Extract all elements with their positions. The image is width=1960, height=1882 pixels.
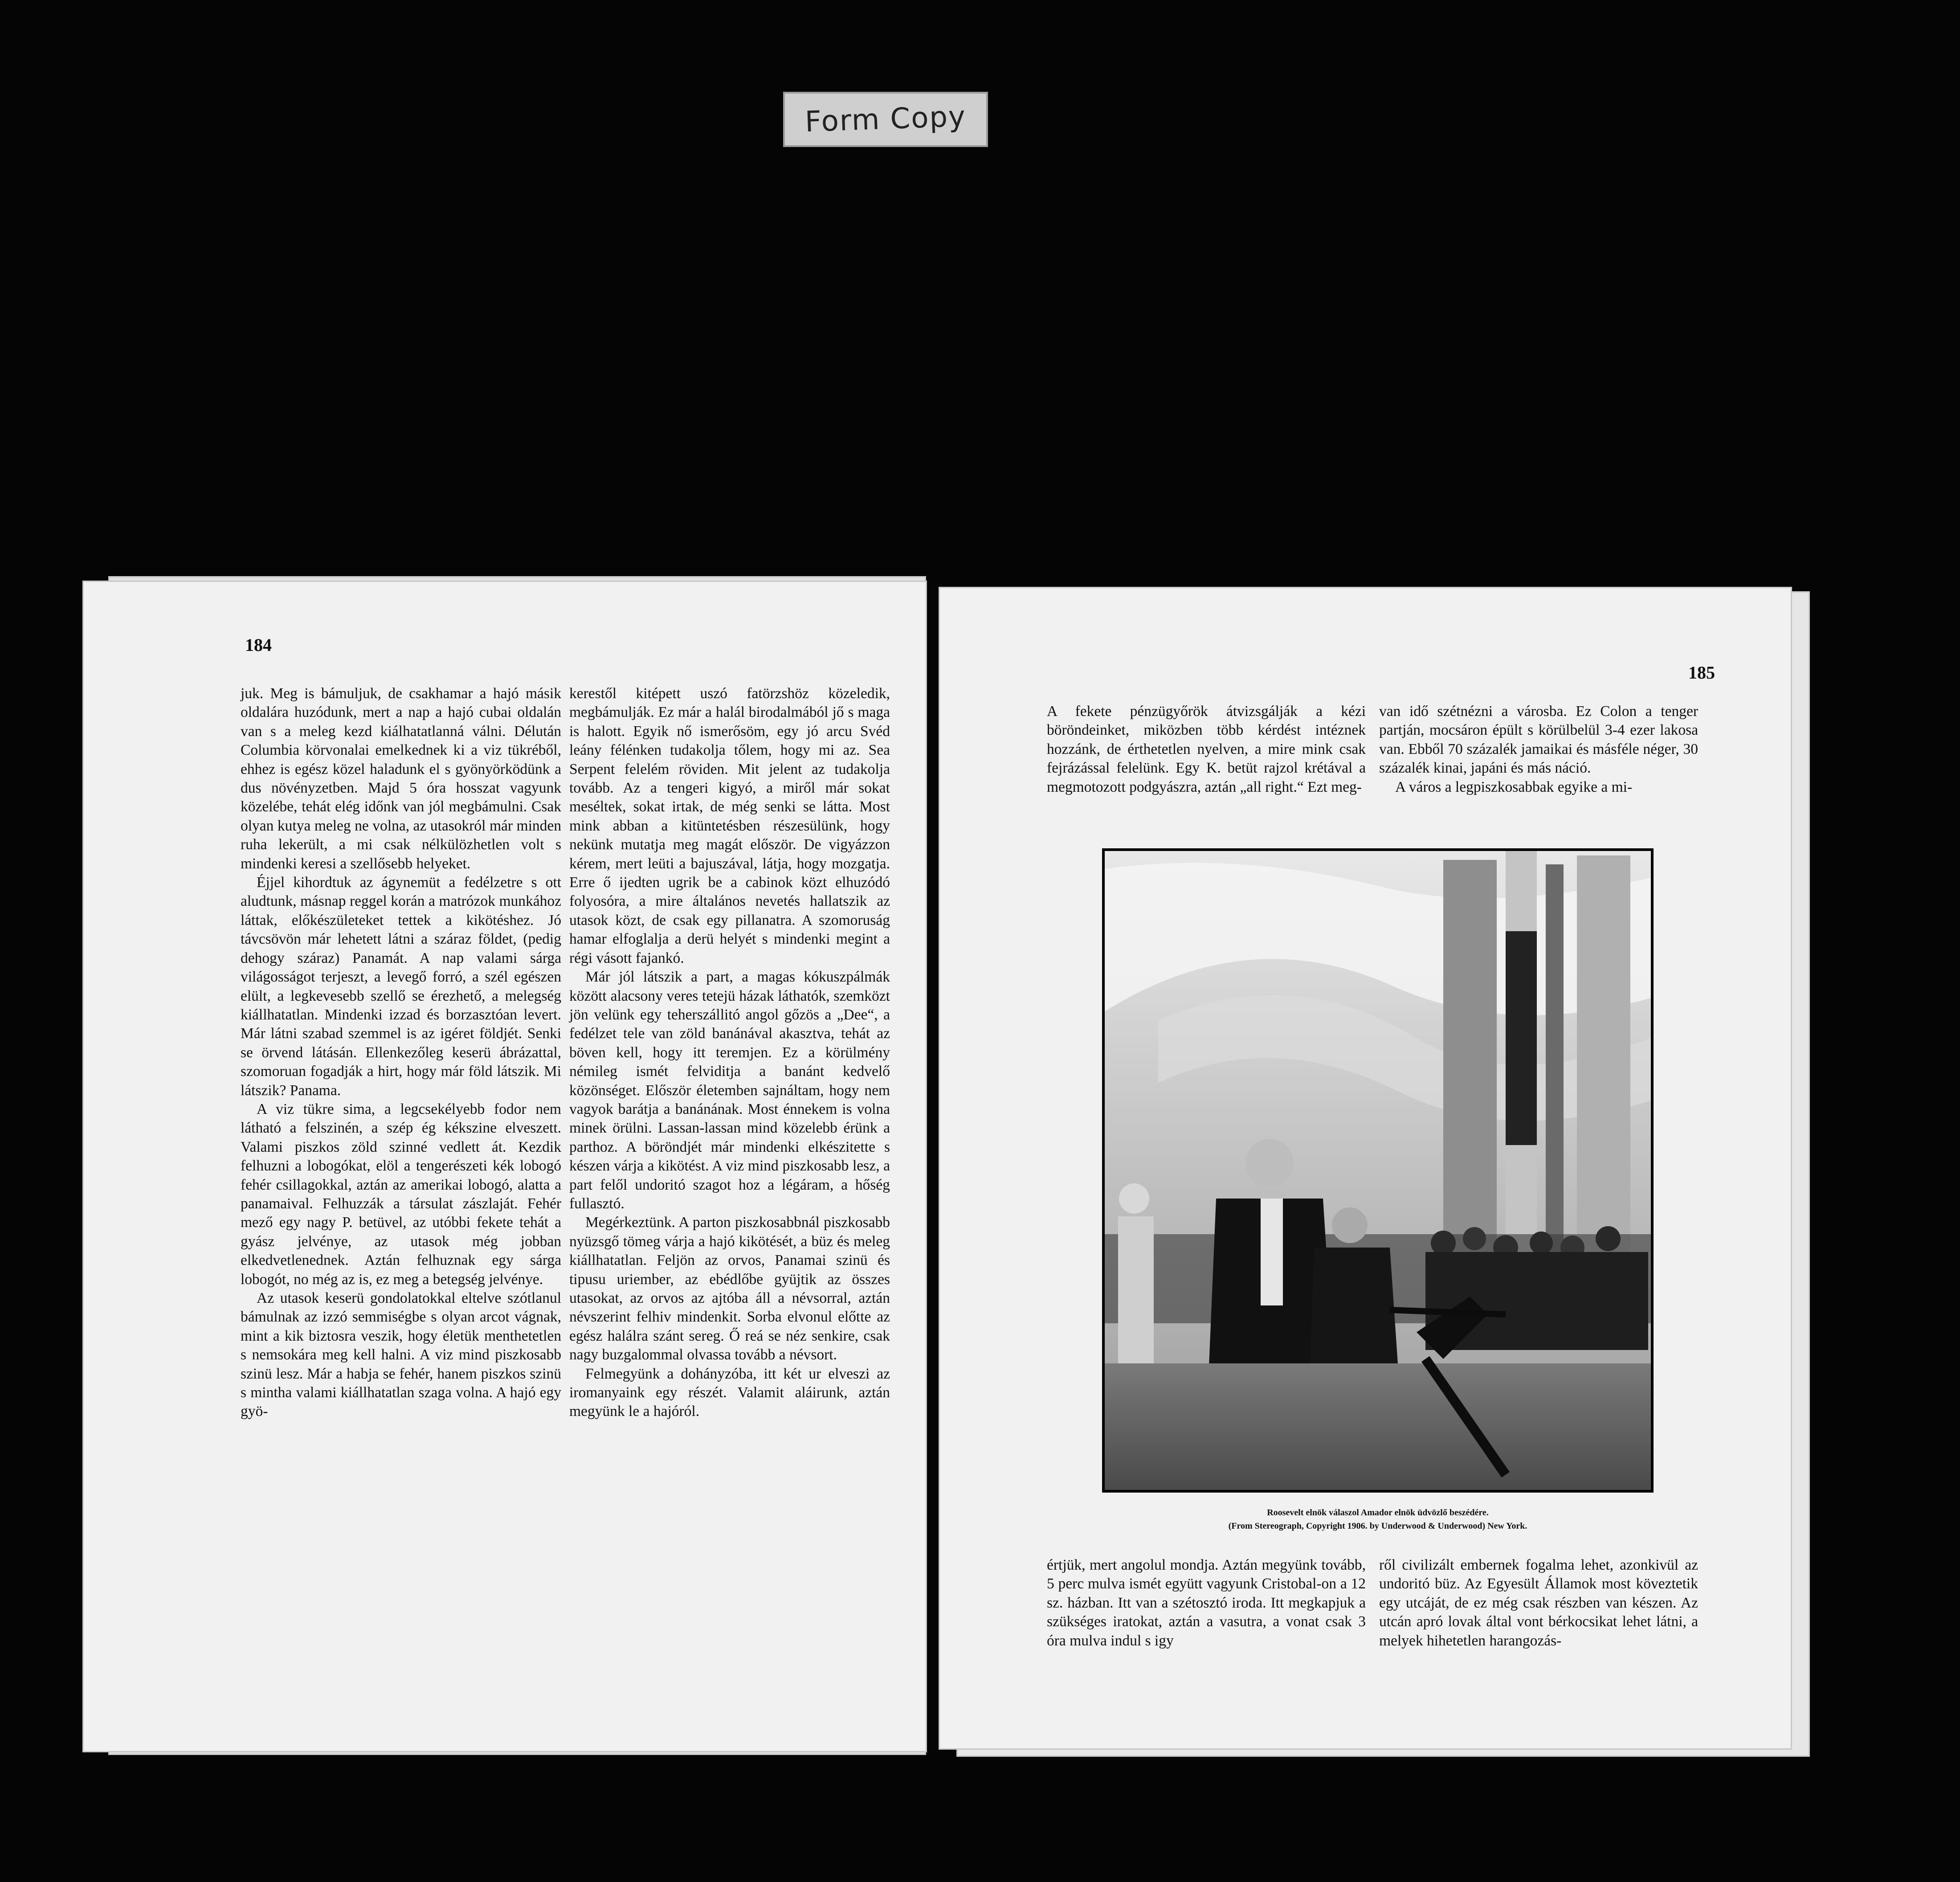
photo-caption-line-2: (From Stereograph, Copyright 1906. by Underwood & Underwood) New York.	[1228, 1521, 1527, 1531]
left-page	[84, 582, 926, 1751]
photo-caption	[1102, 1506, 1654, 1533]
form-copy-label	[783, 92, 988, 147]
paragraph: A viz tükre sima, a legcsekélyebb fodor nem látható a felszinén, a szép ég kékszine elveszett. Valami piszkos zöld szinné vedlett át. Kezdik felhuzni a lobogókat, elöl a tengerészeti kék lobogó fehér csillagokkal, aztán az amerikai lobogó, alatta a panamaival. Felhuzzák a társulat zászlaját. Fehér mező egy nagy P. betüvel, az utóbbi fekete tehát a gyász jelvénye, az utasok még jobban elkedvetlenednek. Aztán felhuznak egy sárga lobogót, no még az is, ez meg a betegség jelvénye.	[241, 1101, 561, 1288]
right-page-bottom-column-2	[1379, 1556, 1698, 1650]
paragraph: értjük, mert angolul mondja. Aztán megyünk tovább, 5 perc mulva ismét együtt vagyunk Cristobal-on a 12 sz. házban. Itt van a szétosztó iroda. Itt megkapjuk a szükséges iratokat, aztán a vasutra, a vonat csak 3 óra mulva indul s igy	[1047, 1557, 1366, 1649]
photo-caption-line-1: Roosevelt elnök válaszol Amador elnök üdvözlő beszédére.	[1267, 1508, 1489, 1518]
paragraph: van idő szétnézni a városba. Ez Colon a tenger partján, mocsáron épült s körülbelül 3-4 ezer lakosa van. Ebből 70 százalék jamaikai és másféle néger, 30 százalék kinai, japáni és más náció.	[1379, 703, 1698, 777]
paragraph: A fekete pénzügyőrök átvizsgálják a kézi böröndeinket, miközben több kérdést intéznek hozzánk, de érthetetlen nyelven, a mire mink csak fejrázással felelünk. Egy K. betüt rajzol krétával a megmotozott podgyászra, aztán „all right.“ Ezt meg-	[1047, 703, 1366, 795]
form-copy-text: Form Copy	[804, 100, 967, 139]
paragraph: A város a legpiszkosabbak egyike a mi-	[1395, 778, 1633, 795]
left-page-number: 184	[245, 635, 272, 655]
right-page-top-column-2	[1379, 702, 1698, 797]
right-page-bottom-column-1	[1047, 1556, 1366, 1650]
paragraph: ről civilizált embernek fogalma lehet, azonkivül az undoritó büz. Az Egyesült Államok most köveztetik egy utcáját, de ez még csak részben van készen. Az utcán apró lovak által vont bérkocsikat lehet látni, a melyek hihetetlen harangozás-	[1379, 1557, 1698, 1649]
roosevelt-photograph	[1102, 848, 1654, 1493]
paragraph: Már jól látszik a part, a magas kókuszpálmák között alacsony veres tetejü házak láthatók, szemközt jön velünk egy teherszállitó angol gőzös a „Dee“, a fedélzet tele van zöld banánával akasztva, tehát az böven kell, hogy itt teremjen. Ez a körülmény némileg ismét felviditja a banánt kedvelő közönséget. Először életemben sajnáltam, hogy nem vagyok barátja a banánának. Most énnekem is volna minek örülni. Lassan-lassan mind közelebb érünk a parthoz. A böröndjét már mindenki elkészitette s készen várja a kikötést. A viz mind piszkosabb lesz, a part felől undoritó szagot hoz a légáram, a hőség fullasztó.	[569, 969, 890, 1212]
paragraph: Éjjel kihordtuk az ágynemüt a fedélzetre s ott aludtunk, másnap reggel korán a matrózok munkához láttak, előkészületeket tettek a kikötéshez. Jó távcsövön már lehetett látni a száraz földet, (pedig dehogy száraz) Panamát. A nap valami sárga világosságot terjeszt, a levegő forró, a szél egészen elült, a legkevesebb szellő se érezhető, a melegség kiállhatatlan. Mindenki izzad és borzasztóan levert. Már látni szabad szemmel is az igéret földjét. Senki se örvend látásán. Ellenkezőleg keserü ábrázattal, szomoruan fogadják a hirt, hogy már föld látszik. Mi látszik? Panama.	[241, 874, 561, 1099]
left-page-column-2	[569, 684, 890, 1421]
right-page-top-column-1	[1047, 702, 1366, 797]
paragraph: kerestől kitépett uszó fatörzshöz közeledik, megbámulják. Ez már a halál birodalmából jő s maga is halott. Egyik nő ismerősöm, egy jó arcu Svéd leány félénken tudakolja tőlem, hogy mi az. Sea Serpent felelém röviden. Mit jelent az tudakolja tovább. Az a tengeri kigyó, a miről már sokat meséltek, sokat irtak, de még senki se látta. Most mink abban a kitüntetésben részesülünk, hogy nekünk mutatja meg magát először. De vigyázzon kérem, mert leüti a bajuszával, látja, hogy mozgatja. Erre ő ijedten ugrik be a cabinok közt elhuzódó folyosóra, a mire általános nevetés hallatszik az utasok közt, de csak egy pillanatra. A szomoruság hamar elfoglalja a derü helyét s mindenki megint a régi vásott fajankó.	[569, 685, 890, 966]
paragraph: Megérkeztünk. A parton piszkosabbnál piszkosabb nyüzsgő tömeg várja a hajó kikötését, a büz és meleg kiállhatatlan. Feljön az orvos, Panamai szinü és tipusu uriember, az ebédlőbe gyüjtik az összes utasokat, az orvos az ajtóba áll a névsorral, aztán névszerint felhiv mindenkit. Sorba elvonul előtte az egész halálra szánt sereg. Ő reá se néz senkire, csak nagy buzgalommal olvassa tovább a névsort.	[569, 1214, 890, 1363]
paragraph: juk. Meg is bámuljuk, de csakhamar a hajó másik oldalára huzódunk, mert a nap a hajó cubai oldalán van s a meleg kezd kiálhatatlanná válni. Délután Columbia körvonalai emelkednek ki a viz tükréből, ehhez is egész közel haladunk el s gyönyörködünk a dus növényzetben. Majd 5 óra hosszat vagyunk közelébe, tehát elég időnk van jól megbámulni. Csak olyan kutya meleg ne volna, az utasokról már minden ruha lekerült, a mi csak nélkülözhetlen volt s mindenki keresi a szellősebb helyeket.	[241, 685, 561, 872]
paragraph: Felmegyünk a dohányzóba, itt két ur elveszi az iromanyaink egy részét. Valamit aláirunk, aztán megyünk le a hajóról.	[569, 1365, 890, 1420]
left-page-column-1	[241, 684, 561, 1421]
right-page-number: 185	[1688, 663, 1715, 683]
paragraph: Az utasok keserü gondolatokkal eltelve szótlanul bámulnak az izzó semmiségbe s olyan arcot vágnak, mint a kik biztosra veszik, hogy életük menthetetlen s nemsokára meg kell halni. A viz mind piszkosabb szinü lesz. Már a habja se fehér, hanem piszkos szinü s mintha valami kiállhatatlan szaga volna. A hajó egy gyö-	[241, 1290, 561, 1420]
photograph-illustration	[1105, 851, 1651, 1490]
